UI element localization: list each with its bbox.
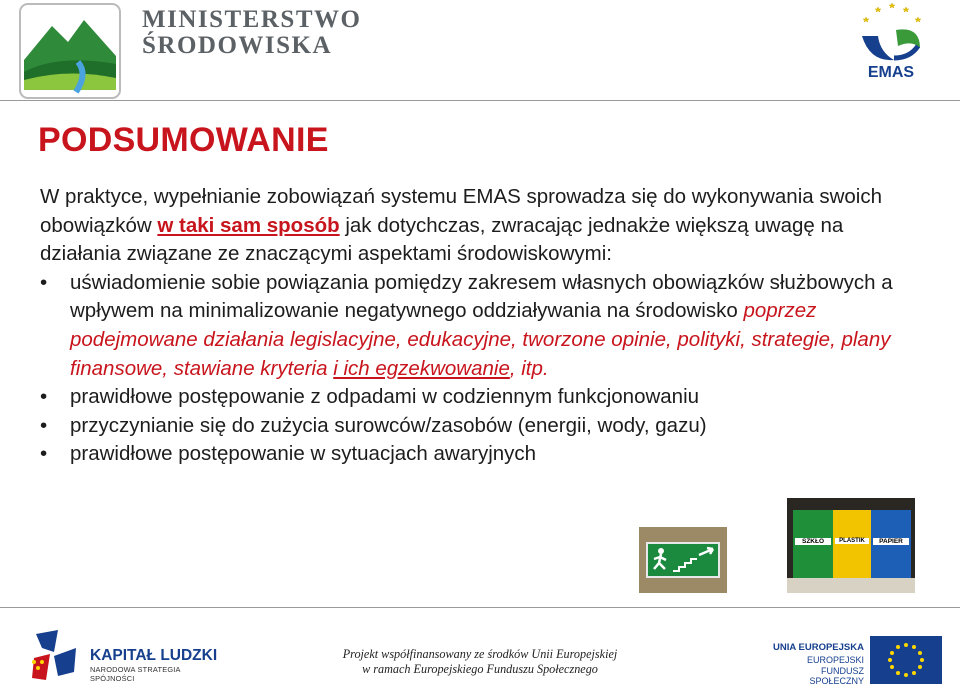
bins-background-icon — [787, 498, 915, 593]
list-item — [40, 269, 920, 383]
eu-line3: FUNDUSZ SPOŁECZNY — [809, 666, 864, 686]
list-item — [40, 412, 920, 441]
eu-line1: UNIA EUROPEJSKA — [773, 642, 864, 653]
content-body — [40, 183, 920, 469]
emergency-exit-photo — [639, 527, 727, 593]
bullet1-italic-underlined: i ich egzekwowanie — [333, 356, 510, 380]
footer-line2: w ramach Europejskiego Funduszu Społecznego — [362, 662, 598, 676]
emas-label: EMAS — [867, 64, 915, 81]
header-divider — [0, 100, 960, 101]
ministry-emblem-icon — [18, 2, 122, 100]
ministry-name-line1: MINISTERSTWO — [142, 6, 362, 33]
bullet3-text: przyczynianie się do zużycia surowców/zasobów (energii, wody, gazu) — [70, 413, 707, 437]
ministry-name-line2: ŚRODOWISKA — [142, 32, 333, 59]
bullet-glyph: • — [40, 442, 48, 466]
intro-paragraph — [40, 183, 920, 269]
bullet1-text: uświadomienie sobie powiązania pomiędzy zakresem własnych obowiązków służbowych a wpływem na minimalizowanie negatywnego oddziaływania na środowisko — [70, 270, 893, 323]
exit-sign-icon — [639, 527, 727, 593]
kapital-ludzki-emblem-icon — [28, 628, 84, 684]
kapital-ludzki-subtitle: NARODOWA STRATEGIA SPÓJNOŚCI — [90, 665, 181, 683]
bullet2-text: prawidłowe postępowanie z odpadami w codziennym funkcjonowaniu — [70, 385, 700, 409]
bullet-glyph: • — [40, 413, 48, 437]
eu-flag-icon — [870, 636, 942, 684]
footer-line1: Projekt współfinansowany ze środków Unii Europejskiej — [342, 647, 618, 661]
intro-text-1: W praktyce, wypełnianie zobowiązań systemu EMAS sprowadza się do wykonywania swoich obowiązków — [40, 185, 883, 237]
eu-line2: EUROPEJSKI — [806, 655, 864, 665]
kapital-ludzki-logo — [28, 626, 218, 686]
intro-emphasis: w taki sam sposób — [157, 213, 340, 237]
bullet-glyph: • — [40, 385, 48, 409]
bin-label-glass: SZKŁO — [795, 538, 831, 545]
list-item — [40, 440, 920, 469]
bullet-glyph: • — [40, 270, 48, 294]
footer-divider — [0, 607, 960, 608]
bullet1-italic-end: , itp. — [509, 356, 549, 380]
eu-social-fund-logo — [770, 632, 950, 686]
recycling-bins-photo — [787, 498, 915, 593]
bin-label-paper: PAPIER — [873, 538, 909, 545]
bullet1-italic: poprzez podejmowane działania legislacyjne, edukacyjne, tworzone opinie, polityki, strategie, plany finansowe, stawiane kryteria — [70, 299, 891, 380]
bullet-list — [40, 269, 920, 469]
header — [0, 0, 960, 100]
bullet4-text: prawidłowe postępowanie w sytuacjach awaryjnych — [70, 442, 537, 466]
ministry-logo — [18, 2, 362, 102]
kapital-ludzki-title: KAPITAŁ LUDZKI — [90, 647, 218, 664]
list-item — [40, 383, 920, 412]
page-title: PODSUMOWANIE — [38, 121, 329, 159]
emas-emblem-icon — [850, 2, 930, 66]
intro-text-2: jak dotychczas, zwracając jednakże większą uwagę na działania związane ze znaczącymi aspektami środowiskowymi: — [40, 213, 844, 266]
footer-project-text — [300, 647, 660, 677]
bin-label-plastic: PLASTIK — [835, 538, 869, 544]
